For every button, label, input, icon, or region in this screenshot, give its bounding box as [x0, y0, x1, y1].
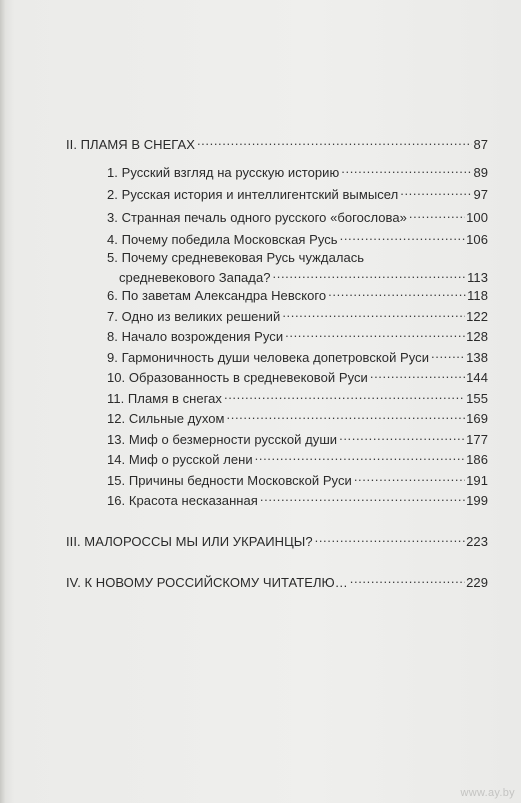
toc-leader-dots: [227, 406, 466, 423]
toc-page-number: 138: [466, 350, 488, 365]
toc-page-number: 100: [466, 210, 488, 225]
toc-item: [107, 386, 488, 407]
toc-leader-dots: [370, 365, 465, 382]
toc-page-number: 113: [467, 270, 488, 285]
toc-item: [107, 468, 488, 489]
toc-page-number: 144: [466, 370, 488, 385]
toc-item-title: 12. Сильные духом: [107, 411, 225, 426]
toc-item-title-line1: 5. Почему средневековая Русь чуждалась: [107, 250, 365, 265]
toc-leader-dots: [340, 227, 466, 244]
toc-leader-dots: [350, 570, 465, 587]
toc-page-number: 199: [466, 493, 488, 508]
toc-item: [107, 182, 488, 203]
toc-leader-dots: [431, 345, 465, 362]
toc-leader-dots: [260, 488, 465, 505]
toc-item: [107, 324, 488, 345]
toc-leader-dots: [273, 265, 467, 282]
toc-item-title: 4. Почему победила Московская Русь: [107, 232, 338, 247]
toc-chapter-title: II. ПЛАМЯ В СНЕГАХ: [66, 137, 195, 152]
toc-leader-dots: [354, 468, 465, 485]
toc-leader-dots: [328, 283, 466, 300]
toc-item-title: средневекового Запада?: [119, 270, 271, 285]
toc-leader-dots: [224, 386, 465, 403]
toc-item-title: 9. Гармоничность души человека допетровской Руси: [107, 350, 430, 365]
toc-item-title: 1. Русский взгляд на русскую историю: [107, 165, 340, 180]
toc-page-number: 97: [473, 187, 488, 202]
toc-leader-dots: [400, 182, 472, 199]
toc-chapter-title: III. МАЛОРОССЫ МЫ ИЛИ УКРАИНЦЫ?: [66, 534, 313, 549]
toc-item-title: 11. Пламя в снегах: [107, 391, 222, 406]
toc-item-title: 6. По заветам Александра Невского: [107, 288, 327, 303]
toc-leader-dots: [197, 132, 472, 149]
toc-page-number: 223: [466, 534, 488, 549]
toc-item-title: 15. Причины бедности Московской Руси: [107, 473, 352, 488]
toc-page-number: 128: [466, 329, 488, 344]
toc-item-title: 7. Одно из великих решений: [107, 309, 281, 324]
toc-item: [107, 205, 488, 226]
toc-leader-dots: [339, 427, 465, 444]
toc-page-number: 191: [466, 473, 488, 488]
toc-page-number: 118: [467, 288, 488, 303]
toc-page-number: 155: [466, 391, 488, 406]
toc-item-title: 14. Миф о русской лени: [107, 452, 253, 467]
toc-page-number: 122: [466, 309, 488, 324]
toc-item: [107, 488, 488, 509]
toc-chapter-2: [66, 132, 488, 153]
toc-page-number: 229: [466, 575, 488, 590]
watermark: www.ay.by: [460, 787, 515, 799]
toc-chapter-4: [66, 570, 488, 591]
toc-item-title: 2. Русская история и интеллигентский вымысел: [107, 187, 399, 202]
toc-item-title: 13. Миф о безмерности русской души: [107, 432, 338, 447]
toc-item: [107, 227, 488, 248]
toc-chapter-title: IV. К НОВОМУ РОССИЙСКОМУ ЧИТАТЕЛЮ…: [66, 575, 348, 590]
toc-item: [107, 345, 488, 366]
toc-page-number: 169: [466, 411, 488, 426]
toc-leader-dots: [341, 160, 472, 177]
toc-item: [107, 427, 488, 448]
toc-leader-dots: [285, 324, 465, 341]
toc-item: [107, 447, 488, 468]
toc-page-number: 87: [473, 137, 488, 152]
toc-item: [107, 283, 488, 304]
toc-page-number: 89: [473, 165, 488, 180]
toc-item: [107, 160, 488, 181]
toc-page-number: 186: [466, 452, 488, 467]
toc-leader-dots: [282, 304, 465, 321]
toc-leader-dots: [409, 205, 465, 222]
toc-page-number: 177: [466, 432, 488, 447]
toc-leader-dots: [315, 529, 466, 546]
toc-item-title: 16. Красота несказанная: [107, 493, 258, 508]
toc-item: [107, 365, 488, 386]
toc-item: [107, 304, 488, 325]
toc-leader-dots: [255, 447, 466, 464]
toc-item-title: 3. Странная печаль одного русского «богослова»: [107, 210, 407, 225]
toc-chapter-3: [66, 529, 488, 550]
toc-item: [107, 406, 488, 427]
toc-page-number: 106: [466, 232, 488, 247]
toc-item-title: 10. Образованность в средневековой Руси: [107, 370, 368, 385]
toc-item-title: 8. Начало возрождения Руси: [107, 329, 284, 344]
